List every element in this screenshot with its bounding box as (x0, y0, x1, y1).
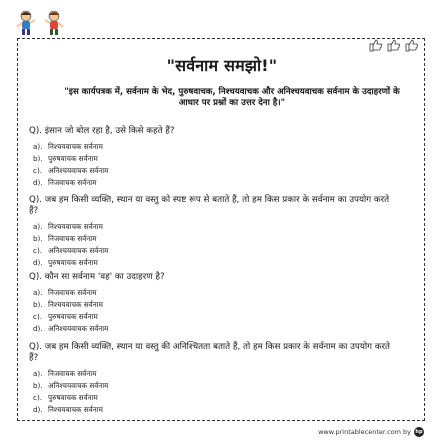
question-text: Q). जब हम किसी व्यक्ति, स्थान या वस्तु को स्पष्ट रूप से बताते हैं, तो हम किस प्रकार के सर्वनाम का उपयोग करते हैं? (29, 195, 390, 216)
option-b: b). निजवाचक सर्वनाम (33, 233, 97, 243)
option-a: a). निश्चयवाचक सर्वनाम (33, 142, 103, 151)
worksheet-instructions: "इस कार्यपत्रक में, सर्वनाम के भेद, पुरुषवाचक, निश्चयवाचक और अनिश्चयवाचक सर्वनाम के उदाहरणों के आधार पर प्रश्नों का उत्तर देना है।" (64, 87, 400, 108)
question-2 (29, 195, 399, 269)
option-a: a). निश्चयवाचक सर्वनाम (33, 222, 103, 231)
option-b: b). निश्चयवाचक सर्वनाम (33, 299, 103, 309)
kids-illustration (14, 10, 74, 36)
hp-logo-icon: hp (415, 429, 423, 435)
option-b: b). पुरुषवाचक सर्वनाम (33, 153, 98, 163)
option-d: d). निश्चयवाचक सर्वनाम (33, 404, 103, 414)
option-a: a). निजवाचक सर्वनाम (33, 288, 97, 297)
option-d: d). निजवाचक सर्वनाम (33, 177, 97, 187)
footer (318, 427, 424, 437)
option-c: c). पुरुषवाचक सर्वनाम (33, 392, 98, 402)
option-d: d). अनिश्चयवाचक सर्वनाम (33, 323, 109, 333)
thumbs-up-icon (368, 38, 424, 52)
option-a: a). निजवाचक सर्वनाम (33, 369, 97, 378)
worksheet-title: "सर्वनाम समझो!" (166, 56, 278, 75)
question-text: Q). इंसान जो बोल रहा है, उसे किसे कहते हैं? (29, 126, 175, 136)
question-3 (29, 272, 399, 335)
option-d: d). पुरुषवाचक सर्वनाम (33, 257, 98, 267)
question-1 (29, 126, 399, 189)
option-b: b). अनिश्चयवाचक सर्वनाम (33, 380, 109, 390)
question-4 (29, 342, 399, 416)
footer-site[interactable]: www.printablecenter.com by (318, 428, 411, 436)
question-text: Q). जब हम किसी व्यक्ति, स्थान या वस्तु की अनिश्चितता बताते हैं, तो हम किस प्रकार के सर्वनाम का उपयोग करते हैं? (29, 342, 390, 363)
question-text: Q). कौन सा सर्वनाम 'वह' का उदाहरण है? (29, 272, 165, 282)
option-c: c). अनिश्चयवाचक सर्वनाम (33, 165, 109, 175)
option-c: c). अनिश्चयवाचक सर्वनाम (33, 245, 109, 255)
option-c: c). पुरुषवाचक सर्वनाम (33, 311, 98, 321)
